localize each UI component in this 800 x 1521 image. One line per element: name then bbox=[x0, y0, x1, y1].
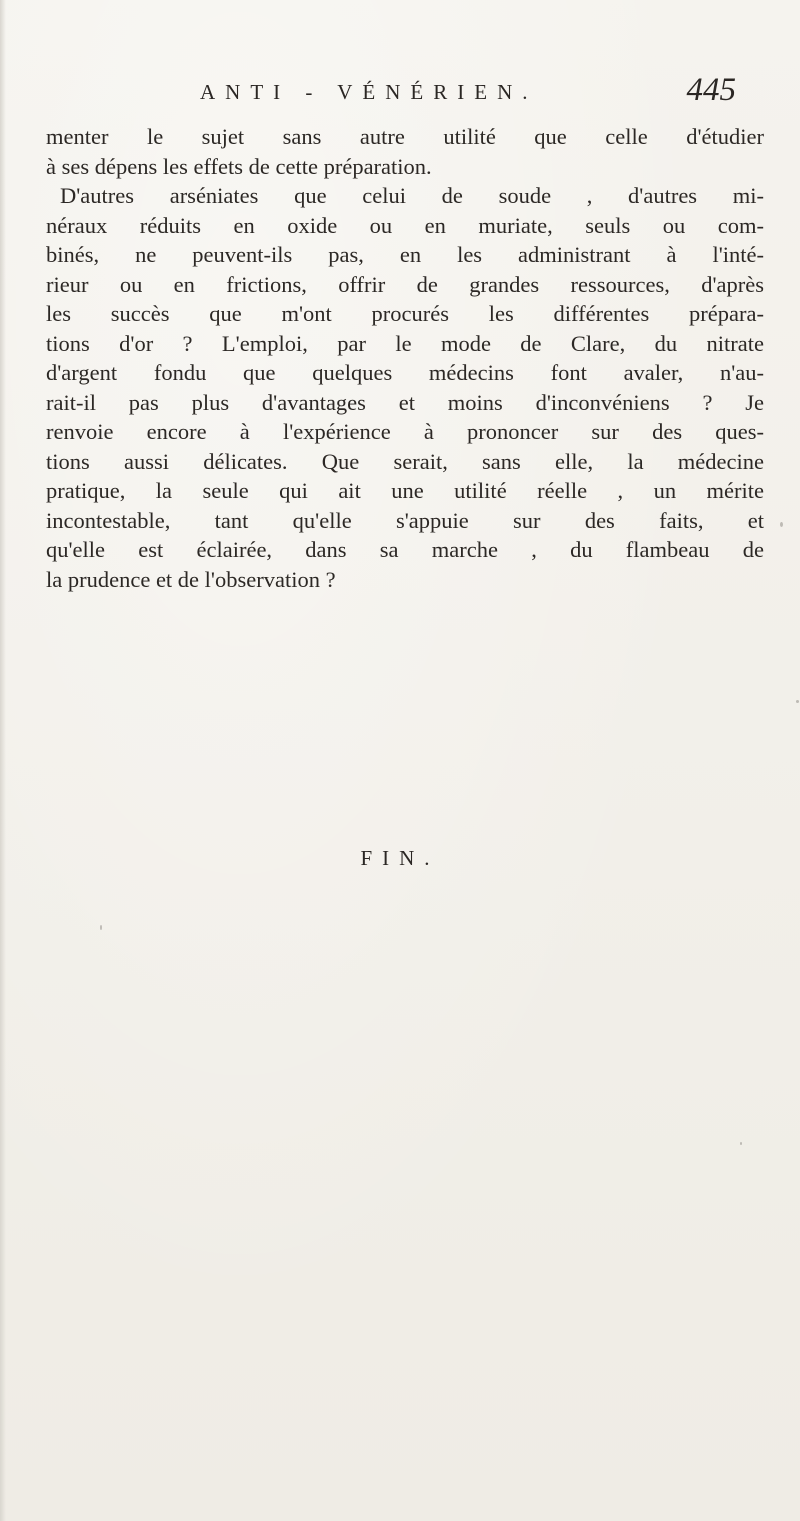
paper-speck bbox=[796, 700, 799, 703]
text-line: la prudence et de l'observation ? bbox=[46, 566, 336, 592]
page-number: 445 bbox=[686, 72, 736, 108]
running-head: ANTI - VÉNÉRIEN. bbox=[200, 80, 538, 104]
paper-speck bbox=[780, 522, 783, 527]
paper-speck bbox=[740, 1142, 742, 1145]
text-line: d'argent fondu que quelques médecins font avaler, n'au- bbox=[46, 360, 764, 385]
text-line: binés, ne peuvent-ils pas, en les administrant à l'inté- bbox=[46, 242, 764, 267]
text-line: qu'elle est éclairée, dans sa marche , du flambeau de bbox=[46, 537, 764, 562]
body-text bbox=[46, 122, 764, 594]
text-line: D'autres arséniates que celui de soude , d'autres mi- bbox=[60, 183, 764, 208]
text-line: tions aussi délicates. Que serait, sans elle, la médecine bbox=[46, 448, 764, 474]
text-line: tions d'or ? L'emploi, par le mode de Clare, du nitrate bbox=[46, 330, 764, 356]
text-line: menter le sujet sans autre utilité que celle d'étudier bbox=[46, 124, 764, 149]
text-line: renvoie encore à l'expérience à prononcer sur des ques- bbox=[46, 419, 764, 444]
fin-marker: FIN. bbox=[360, 846, 440, 870]
text-line: rieur ou en frictions, offrir de grandes ressources, d'après bbox=[46, 271, 764, 297]
text-line: incontestable, tant qu'elle s'appuie sur des faits, et bbox=[46, 507, 764, 533]
paper-speck bbox=[100, 925, 102, 930]
text-line: les succès que m'ont procurés les différentes prépara- bbox=[46, 301, 764, 326]
text-line: néraux réduits en oxide ou en muriate, seuls ou com- bbox=[46, 212, 764, 238]
text-line: à ses dépens les effets de cette préparation. bbox=[46, 153, 432, 179]
text-line: pratique, la seule qui ait une utilité réelle , un mérite bbox=[46, 478, 764, 503]
text-line: rait-il pas plus d'avantages et moins d'inconvéniens ? Je bbox=[46, 389, 764, 415]
page-gutter-edge bbox=[0, 0, 6, 1521]
page-header bbox=[200, 72, 760, 122]
